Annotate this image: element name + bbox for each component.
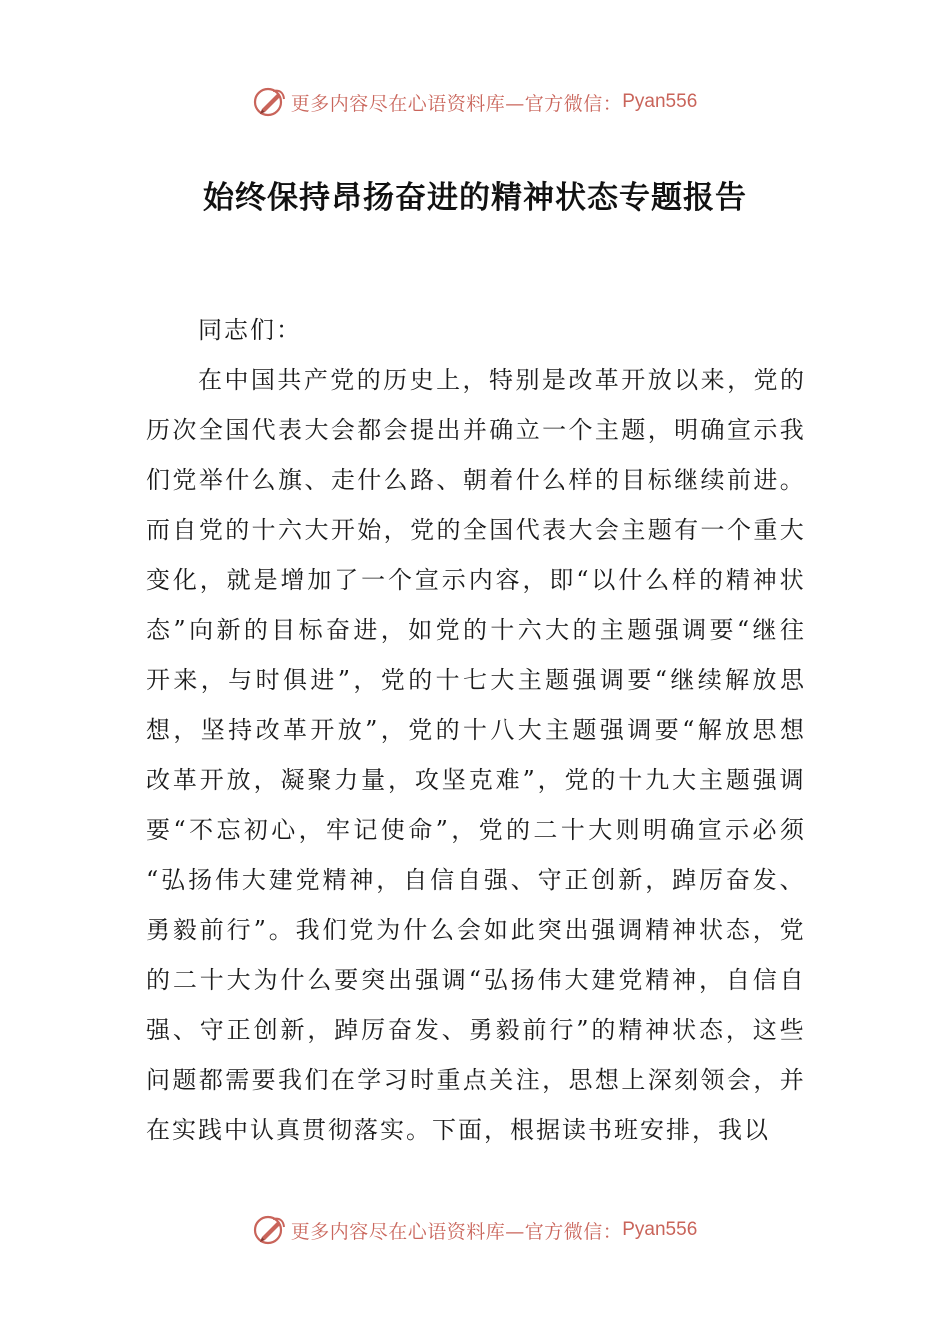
pen-logo-icon	[253, 1213, 287, 1247]
paragraph-line: 问 题 都 需 要 我 们 在 学 习 时 重 点 关 注 ， 思 想 上 深 刻 领 会 ， 并	[146, 1066, 804, 1094]
paragraph-line: 而 自 党 的 十 六 大 开 始 ， 党 的 全 国 代 表 大 会 主 题 有 一 个 重 大	[146, 516, 804, 544]
banner-text: 更多内容尽在心语资料库—官方微信：	[290, 92, 623, 115]
paragraph-line: 勇 毅 前 行 ” 。 我 们 党 为 什 么 会 如 此 突 出 强 调 精 神 状 态 ， 党	[146, 916, 804, 944]
paragraph-line: 开 来 ， 与 时 俱 进 ” ， 党 的 十 七 大 主 题 强 调 要 “ 继 续 解 放 思	[146, 666, 804, 694]
paragraph-line: “ 弘 扬 伟 大 建 党 精 神 ， 自 信 自 强 、 守 正 创 新 ， 踔 厉 奋 发 、	[146, 866, 804, 894]
document-title: 始终保持昂扬奋进的精神状态专题报告	[203, 180, 747, 216]
paragraph-line: 要 “ 不 忘 初 心 ， 牢 记 使 命 ” ， 党 的 二 十 大 则 明 确 宣 示 必 须	[146, 816, 804, 844]
paragraph-line: 变 化 ， 就 是 增 加 了 一 个 宣 示 内 容 ， 即 “ 以 什 么 样 的 精 神 状	[146, 566, 804, 594]
paragraph-line: 态 ” 向 新 的 目 标 奋 进 ， 如 党 的 十 六 大 的 主 题 强 调 要 “ 继 往	[146, 616, 804, 644]
paragraph-line: 强 、 守 正 创 新 ， 踔 厉 奋 发 、 勇 毅 前 行 ” 的 精 神 状 态 ， 这 些	[146, 1016, 804, 1044]
salutation-text: 同志们：	[198, 316, 302, 344]
paragraph-line: 改 革 开 放 ， 凝 聚 力 量 ， 攻 坚 克 难 ” ， 党 的 十 九 大 主 题 强 调	[146, 766, 804, 794]
salutation	[146, 305, 804, 355]
paragraph-line: 们 党 举 什 么 旗 、 走 什 么 路 、 朝 着 什 么 样 的 目 标 继 续 前 进 。	[146, 466, 804, 494]
paragraph-line: 的 二 十 大 为 什 么 要 突 出 强 调 “ 弘 扬 伟 大 建 党 精 神 ， 自 信 自	[146, 966, 804, 994]
paragraph-line: 在实践中认真贯彻落实。下面，根据读书班安排，我以	[146, 1116, 770, 1144]
paragraph-line: 在 中 国 共 产 党 的 历 史 上 ， 特 别 是 改 革 开 放 以 来 ， 党 的	[198, 366, 804, 394]
pen-logo-icon	[253, 85, 287, 119]
footer-watermark-banner	[0, 1210, 950, 1250]
header-watermark-banner	[0, 82, 950, 122]
banner-text: 更多内容尽在心语资料库—官方微信：	[290, 1220, 623, 1243]
document-body	[146, 305, 804, 1155]
banner-wechat-id: Pyan556	[622, 1219, 698, 1240]
banner-wechat-id: Pyan556	[622, 91, 698, 112]
paragraph-line: 想 ， 坚 持 改 革 开 放 ” ， 党 的 十 八 大 主 题 强 调 要 “ 解 放 思 想	[146, 716, 804, 744]
paragraph-line: 历 次 全 国 代 表 大 会 都 会 提 出 并 确 立 一 个 主 题 ， 明 确 宣 示 我	[146, 416, 804, 444]
